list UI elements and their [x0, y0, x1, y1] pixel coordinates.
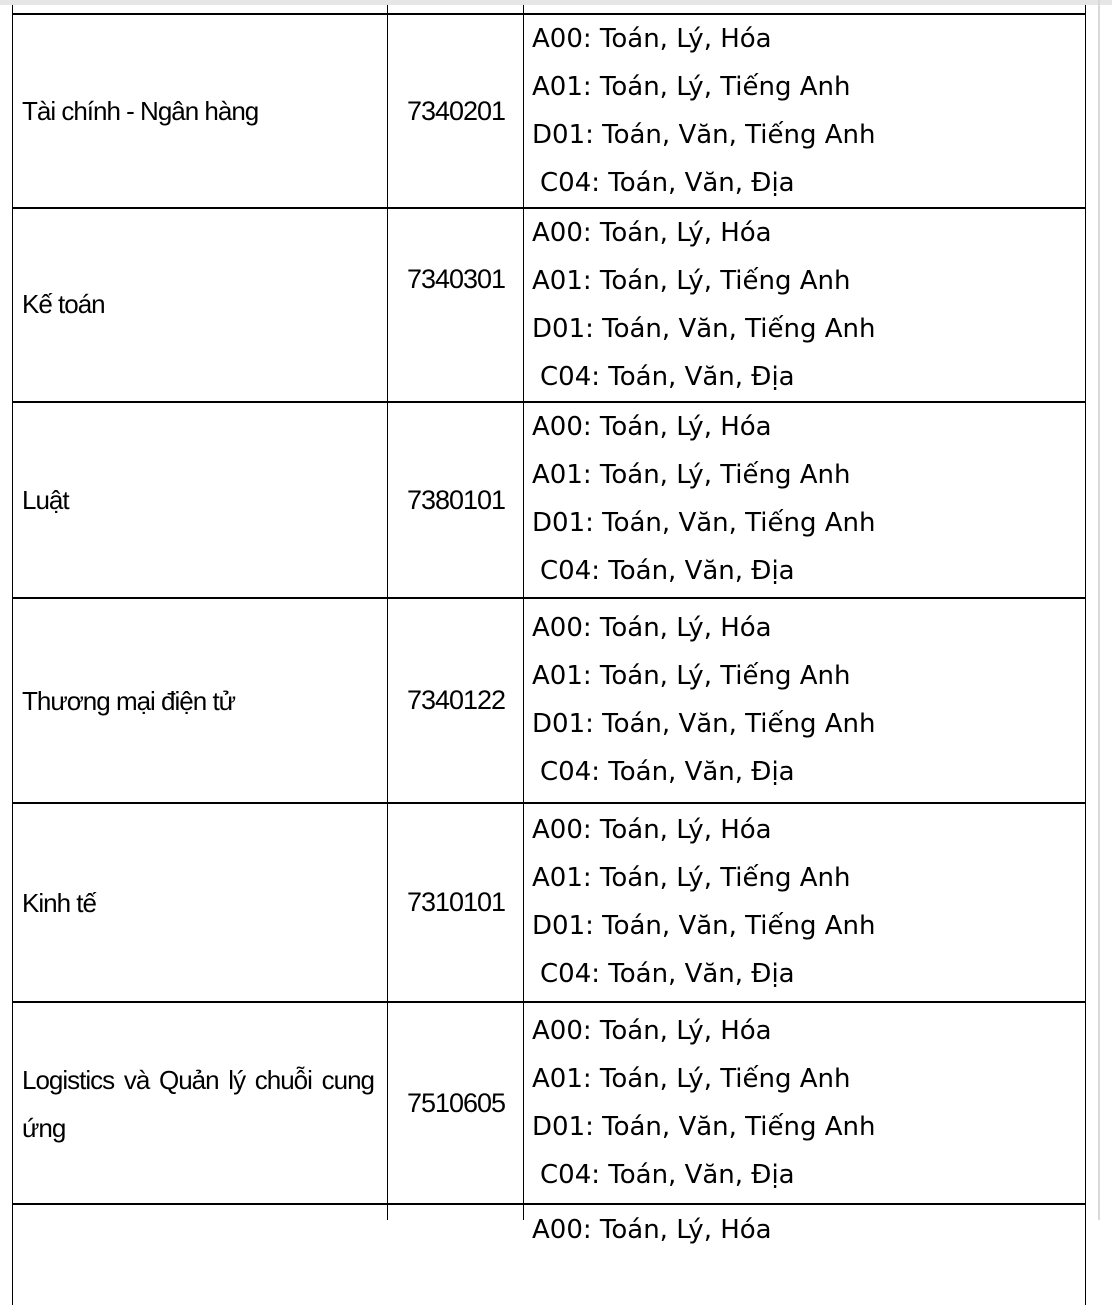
combo-item: A00: Toán, Lý, Hóa: [532, 218, 772, 248]
combo-item: D01: Toán, Văn, Tiếng Anh: [532, 1112, 876, 1142]
table-row: [13, 599, 1085, 802]
combo-item: A01: Toán, Lý, Tiếng Anh: [532, 266, 851, 296]
major-name: Logistics và Quản lý chuỗi cung ứng: [22, 1065, 374, 1143]
subject-combinations: [532, 209, 1072, 401]
combo-item: A00: Toán, Lý, Hóa: [532, 1016, 772, 1046]
combo-item: C04: Toán, Văn, Địa: [540, 1160, 795, 1190]
subject-combinations: [532, 403, 1072, 595]
combo-item: D01: Toán, Văn, Tiếng Anh: [532, 709, 876, 739]
combo-item: A01: Toán, Lý, Tiếng Anh: [532, 460, 851, 490]
combo-item: A00: Toán, Lý, Hóa: [532, 815, 772, 845]
major-code: 7340201: [406, 95, 506, 126]
combo-item: A01: Toán, Lý, Tiếng Anh: [532, 863, 851, 893]
combo-item: A01: Toán, Lý, Tiếng Anh: [532, 72, 851, 102]
major-name: Kế toán: [22, 289, 105, 319]
combo-item: D01: Toán, Văn, Tiếng Anh: [532, 911, 876, 941]
combo-item: C04: Toán, Văn, Địa: [540, 959, 795, 989]
table-row: [13, 403, 1085, 597]
table-row: [13, 209, 1085, 401]
major-code: 7340122: [406, 685, 506, 715]
combo-item: D01: Toán, Văn, Tiếng Anh: [532, 314, 876, 344]
major-code: 7380101: [406, 484, 506, 515]
row-divider: [12, 1203, 1086, 1205]
table-row: [13, 1003, 1085, 1203]
combo-item: C04: Toán, Văn, Địa: [540, 168, 795, 198]
partial-row-text: A00: Toán, Lý, Hóa: [532, 1215, 772, 1245]
combo-item: A01: Toán, Lý, Tiếng Anh: [532, 1064, 851, 1094]
combo-item: D01: Toán, Văn, Tiếng Anh: [532, 508, 876, 538]
subject-combinations: [532, 806, 1072, 998]
combo-item: A00: Toán, Lý, Hóa: [532, 24, 772, 54]
major-code: 7340301: [406, 263, 506, 294]
major-code: 7310101: [406, 887, 506, 917]
combo-item: A01: Toán, Lý, Tiếng Anh: [532, 661, 851, 691]
subject-combinations: [532, 604, 1072, 796]
major-code: 7510605: [406, 1087, 506, 1118]
major-name: Luật: [22, 485, 69, 515]
table-row: [13, 15, 1085, 207]
table-row: [13, 804, 1085, 1001]
combo-item: C04: Toán, Văn, Địa: [540, 757, 795, 787]
subject-combinations: [532, 1007, 1072, 1199]
combo-item: A00: Toán, Lý, Hóa: [532, 613, 772, 643]
major-name: Kinh tế: [22, 887, 96, 918]
major-name: Thương mại điện tử: [22, 685, 236, 716]
page-edge-line: [1098, 0, 1100, 1220]
combo-item: C04: Toán, Văn, Địa: [540, 556, 795, 586]
combo-item: D01: Toán, Văn, Tiếng Anh: [532, 120, 876, 150]
combo-item: A00: Toán, Lý, Hóa: [532, 412, 772, 442]
combo-item: C04: Toán, Văn, Địa: [540, 362, 795, 392]
subject-combinations: [532, 15, 1072, 207]
major-name: Tài chính - Ngân hàng: [22, 96, 259, 126]
